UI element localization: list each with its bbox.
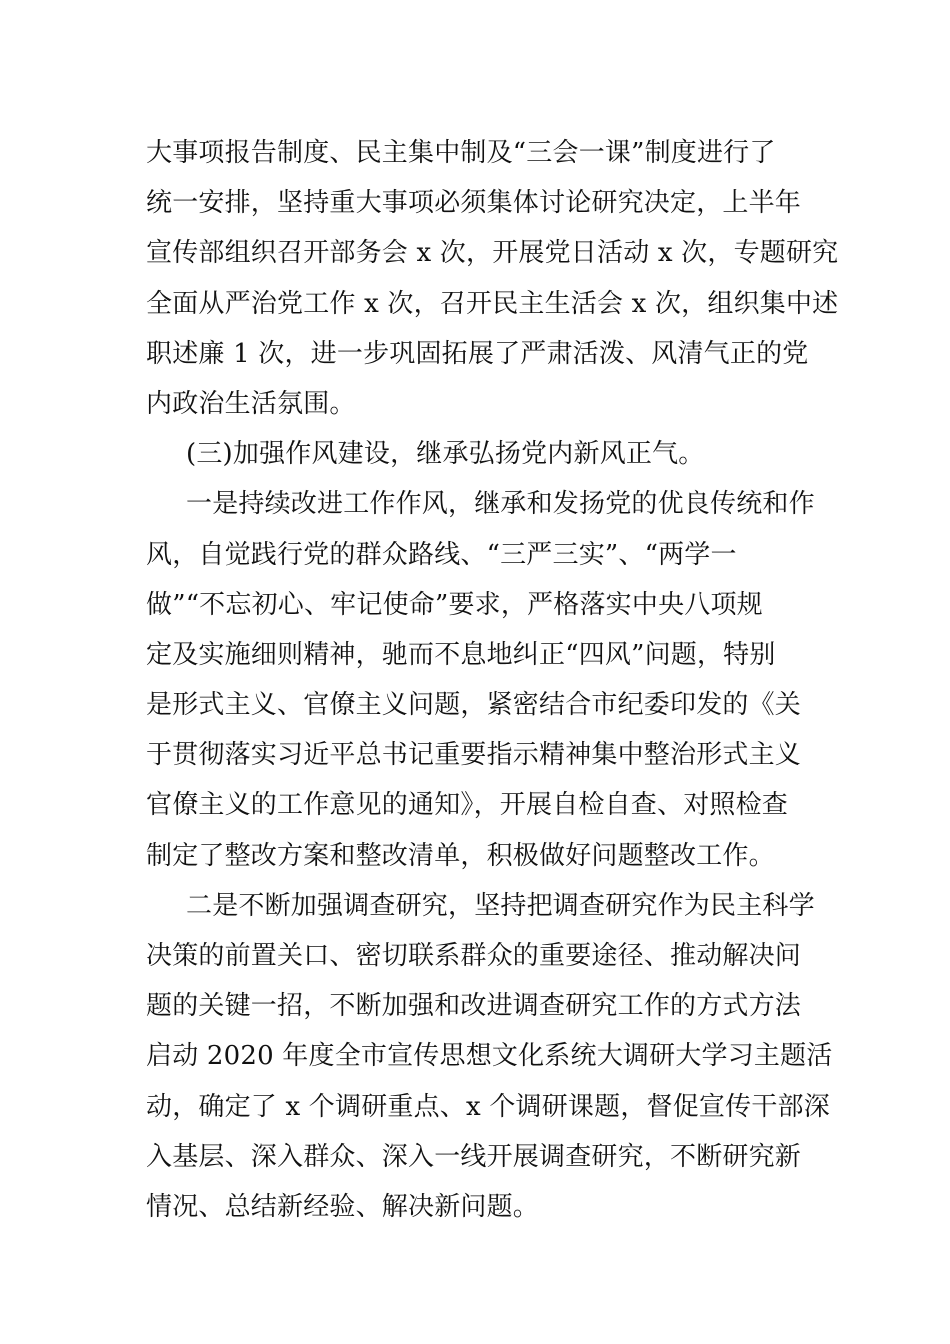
section-heading: (三)加强作风建设，继承弘扬党内新风正气。 [186, 439, 705, 470]
text-line: 内政治生活氛围。 [146, 388, 356, 419]
text-line: 大事项报告制度、民主集中制及“三会一课”制度进行了 [146, 138, 776, 168]
text-line: 全面从严治党工作 x 次，召开民主生活会 x 次，组织集中述 [146, 288, 839, 319]
paragraph-start: 二是不断加强调查研究，坚持把调查研究作为民主科学 [186, 890, 815, 921]
text-line: 定及实施细则精神，驰而不息地纠正“四风”问题，特别 [146, 639, 776, 670]
text-line: 入基层、深入群众、深入一线开展调查研究，不断研究新 [146, 1141, 802, 1172]
text-line: 风，自觉践行党的群众路线、“三严三实”、“两学一 [146, 539, 737, 570]
text-line: 制定了整改方案和整改清单，积极做好问题整改工作。 [146, 840, 775, 871]
text-line: 于贯彻落实习近平总书记重要指示精神集中整治形式主义 [146, 740, 802, 771]
text-line: 情况、总结新经验、解决新问题。 [146, 1191, 540, 1222]
text-line: 动，确定了 x 个调研重点、x 个调研课题，督促宣传干部深 [146, 1091, 830, 1122]
text-line: 官僚主义的工作意见的通知》，开展自检自查、对照检查 [146, 790, 789, 821]
text-line: 宣传部组织召开部务会 x 次，开展党日活动 x 次，专题研究 [146, 238, 839, 269]
text-line: 启动 2020 年度全市宣传思想文化系统大调研大学习主题活 [146, 1041, 833, 1072]
text-line: 决策的前置关口、密切联系群众的重要途径、推动解决问 [146, 941, 802, 971]
text-line: 做”“不忘初心、牢记使命”要求，严格落实中央八项规 [146, 589, 763, 620]
text-line: 是形式主义、官僚主义问题，紧密结合市纪委印发的《关 [146, 690, 802, 721]
body-text [146, 128, 839, 1232]
text-line: 题的关键一招，不断加强和改进调查研究工作的方式方法 [146, 991, 802, 1022]
text-line: 职述廉 1 次，进一步巩固拓展了严肃活泼、风清气正的党 [146, 338, 809, 369]
paragraph-start: 一是持续改进工作作风，继承和发扬党的优良传统和作 [186, 489, 815, 520]
text-line: 统一安排，坚持重大事项必须集体讨论研究决定，上半年 [146, 188, 802, 219]
